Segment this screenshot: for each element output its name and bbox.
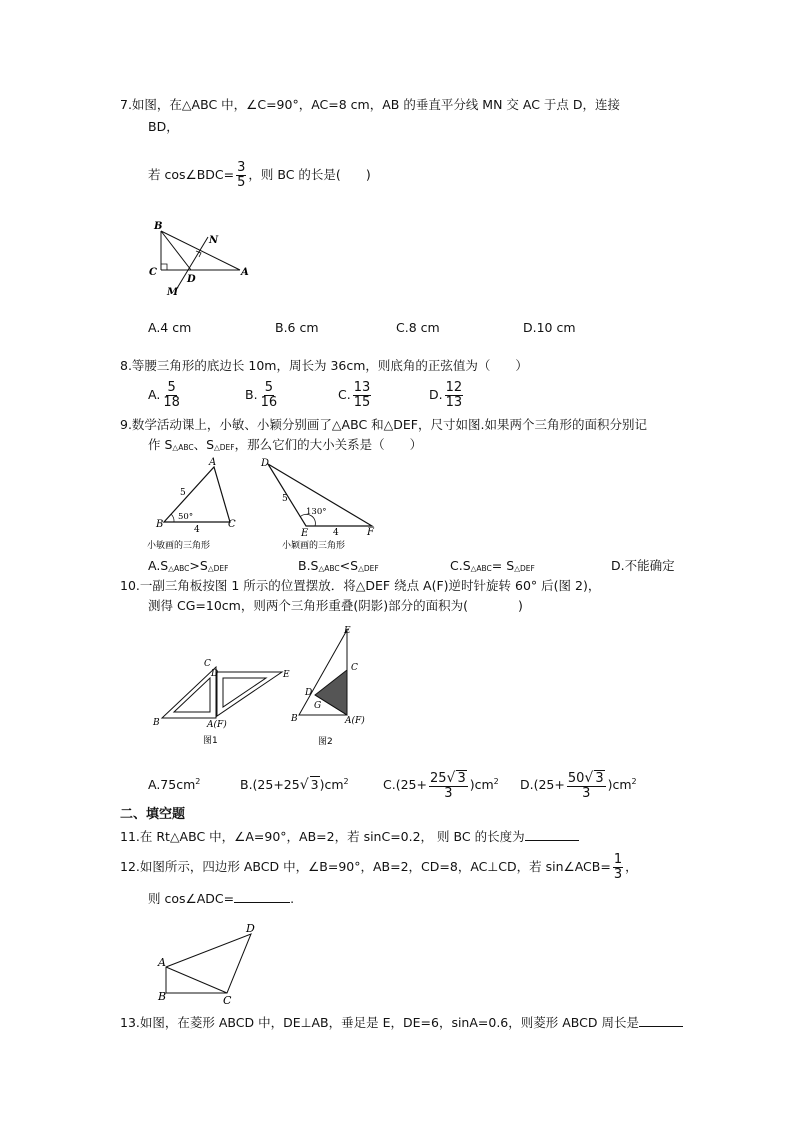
q9-option-b[interactable] <box>298 558 379 577</box>
q9-l2-sub2: △DEF <box>214 443 235 452</box>
q7-figure <box>140 215 260 300</box>
q10-c-rad: 3 <box>457 770 466 786</box>
q9-angle-b: 50° <box>178 512 194 522</box>
q10-figure-1 <box>150 655 300 750</box>
q9-label-d: D <box>261 458 270 469</box>
q9-a-s2: △DEF <box>207 564 229 573</box>
q10-c-num: 25 <box>429 770 447 786</box>
q10-d-pre: D.(25+ <box>520 777 565 792</box>
q12-den: 3 <box>613 867 623 882</box>
q9-label-f: F <box>367 527 374 538</box>
q9-b-s2: △DEF <box>358 564 379 573</box>
q10-f2-label-d: D <box>305 688 313 698</box>
q7-cond-post: ，则 BC 的长是( ) <box>248 167 371 182</box>
q10-f2-label-c: C <box>351 663 358 673</box>
q10-stem-line2: 测得 CG=10cm，则两个三角形重叠(阴影)部分的面积为( ) <box>148 598 523 613</box>
q12-label-b: B <box>158 990 167 1003</box>
q7-stem-line1: 7.如图，在△ABC 中，∠C=90°，AC=8 cm，AB 的垂直平分线 MN 交 AC 于点 D，连接 <box>120 97 621 112</box>
q9-label-b: B <box>156 519 164 530</box>
q12-line2-pre: 则 cos∠ADC= <box>148 891 235 906</box>
q11-answer-blank[interactable] <box>525 828 579 841</box>
q9-base-bc: 4 <box>194 525 200 535</box>
q9-stem-line1: 9.数学活动课上，小敏、小颖分别画了△ABC 和△DEF，尺寸如图.如果两个三角形的面积分别记 <box>120 417 647 432</box>
q10-d-radical-icon: √ <box>584 769 594 786</box>
q10-d-post: )cm <box>607 777 632 792</box>
q7-frac-num: 3 <box>237 160 246 175</box>
q12-num: 1 <box>613 852 623 867</box>
q8-option-c[interactable] <box>338 377 373 413</box>
q9-label-a: A <box>209 457 217 468</box>
q12-answer-blank[interactable] <box>234 890 290 903</box>
q12-label-d: D <box>246 922 255 935</box>
q10-c-pre: C.(25+ <box>383 777 427 792</box>
q10-a-text: A.75cm <box>148 777 196 792</box>
q10-f1-label-af: A(F) <box>207 720 227 730</box>
q8-option-c-label: C. <box>338 387 351 402</box>
q10-stem-line1: 10.一副三角板按图 1 所示的位置摆放．将△DEF 绕点 A(F)逆时针旋转 60° 后(图 2)， <box>120 578 601 593</box>
q12-post: ， <box>625 859 638 874</box>
q7-label-c: C <box>149 267 157 278</box>
q9-side-ab: 5 <box>180 488 186 498</box>
q10-c-den: 3 <box>444 785 453 801</box>
q9-l2-b: 、S <box>193 437 215 452</box>
q10-b-rad: 3 <box>310 777 319 792</box>
q9-side-de: 5 <box>282 494 288 504</box>
q10-d-num: 50 <box>567 770 585 786</box>
q8-c-num: 13 <box>353 380 371 395</box>
q8-b-den: 16 <box>260 395 278 410</box>
q10-c-radical-icon: √ <box>446 769 456 786</box>
q9-l2-a: 作 S <box>148 437 173 452</box>
q9-caption-abc: 小敏画的三角形 <box>147 541 211 551</box>
q10-f1-label-b: B <box>153 718 160 728</box>
q7-option-a[interactable]: A.4 cm <box>148 320 192 335</box>
q9-l2-sub1: △ABC <box>172 443 194 452</box>
q8-b-num: 5 <box>264 380 273 395</box>
q10-c-sup: 2 <box>493 777 499 786</box>
q9-stem-line2 <box>148 437 422 456</box>
q12-pre: 12.如图所示，四边形 ABCD 中，∠B=90°，AB=2，CD=8，AC⊥CD，若 sin∠ACB= <box>120 859 611 874</box>
q9-option-a[interactable] <box>148 558 228 577</box>
q12-figure <box>150 918 270 1008</box>
q7-frac-den: 5 <box>237 175 246 190</box>
q9-a-s1: △ABC <box>168 564 190 573</box>
q9-option-c[interactable] <box>450 558 535 577</box>
q13-stem <box>120 1014 683 1031</box>
q10-figure-2 <box>285 622 385 752</box>
q9-figure-def <box>256 455 386 555</box>
q9-label-c: C <box>228 519 236 530</box>
q10-option-d[interactable] <box>520 764 637 803</box>
q10-b-pre: B.(25+25 <box>240 777 300 792</box>
q8-option-a[interactable] <box>148 377 183 413</box>
q12-stem <box>120 850 638 884</box>
q8-option-d-label: D. <box>429 387 443 402</box>
q9-c-s2: △DEF <box>514 564 535 573</box>
q9-c-s1: △ABC <box>470 564 492 573</box>
q10-b-radical-icon: √ <box>299 777 309 793</box>
q9-angle-e: 130° <box>306 507 327 517</box>
q10-a-sup: 2 <box>195 777 201 786</box>
q9-b-mid: <S <box>339 558 359 573</box>
q9-a-pre: A.S <box>148 558 169 573</box>
q7-option-d[interactable]: D.10 cm <box>523 320 576 335</box>
q8-d-num: 12 <box>445 380 463 395</box>
q11-stem <box>120 828 579 845</box>
q9-figure-abc <box>147 455 260 555</box>
q7-cond-pre: 若 cos∠BDC= <box>148 167 235 182</box>
q11-stem-text: 11.在 Rt△ABC 中，∠A=90°，AB=2，若 sinC=0.2， 则 BC 的长度为 <box>120 829 525 844</box>
q12-label-c: C <box>223 994 232 1007</box>
q7-label-a: A <box>241 267 249 278</box>
q10-c-post: )cm <box>469 777 494 792</box>
q9-b-pre: B.S <box>298 558 319 573</box>
q10-d-rad: 3 <box>595 770 604 786</box>
q8-option-a-label: A. <box>148 387 161 402</box>
q9-l2-c: ，那么它们的大小关系是（ ） <box>234 437 423 452</box>
q10-f2-label-e: E <box>344 626 351 636</box>
q9-label-e: E <box>301 528 309 539</box>
q9-option-d[interactable]: D.不能确定 <box>611 558 675 573</box>
q10-option-c[interactable] <box>383 764 499 803</box>
q8-option-b[interactable] <box>245 377 280 413</box>
q7-option-b[interactable]: B.6 cm <box>275 320 319 335</box>
q12-label-a: A <box>158 956 166 969</box>
q7-label-n: N <box>209 235 219 246</box>
q12-line2-post: . <box>290 891 295 906</box>
q8-stem: 8.等腰三角形的底边长 10m，周长为 36cm，则底角的正弦值为（ ） <box>120 358 528 373</box>
q10-f1-caption: 图1 <box>203 736 218 746</box>
q10-f1-label-e: E <box>283 670 290 680</box>
q7-condition <box>148 160 371 190</box>
section-title-fill-in: 二、填空题 <box>120 807 186 822</box>
q10-f2-label-g: G <box>314 701 322 711</box>
q10-f2-label-af: A(F) <box>345 716 365 726</box>
q9-caption-def: 小颖画的三角形 <box>282 541 346 551</box>
q8-c-den: 15 <box>353 395 371 410</box>
q10-f1-label-d: D <box>211 669 219 679</box>
q9-c-mid: = S <box>491 558 515 573</box>
q10-d-den: 3 <box>582 785 591 801</box>
q8-option-d[interactable] <box>429 377 465 413</box>
q10-d-sup: 2 <box>631 777 637 786</box>
q9-a-mid: >S <box>189 558 208 573</box>
q12-line2 <box>148 890 294 907</box>
q7-label-b: B <box>154 221 163 232</box>
q10-option-a[interactable] <box>148 774 200 793</box>
q10-b-sup: 2 <box>343 777 349 786</box>
q13-answer-blank[interactable] <box>639 1014 683 1027</box>
q7-stem-line2: BD， <box>148 119 179 134</box>
q10-f2-label-b: B <box>291 714 298 724</box>
q8-d-den: 13 <box>445 395 463 410</box>
q9-base-ef: 4 <box>333 528 339 538</box>
q7-option-c[interactable]: C.8 cm <box>396 320 440 335</box>
q10-f1-label-c: C <box>204 659 211 669</box>
q7-fraction <box>236 161 246 190</box>
q8-option-b-label: B. <box>245 387 258 402</box>
q8-a-den: 18 <box>163 395 180 410</box>
q7-label-m: M <box>167 287 179 298</box>
q10-option-b[interactable] <box>240 774 349 793</box>
q9-b-s1: △ABC <box>318 564 340 573</box>
q10-b-post: )cm <box>319 777 344 792</box>
q9-c-pre: C.S <box>450 558 471 573</box>
q8-a-num: 5 <box>167 380 176 395</box>
q7-label-d: D <box>187 274 196 285</box>
q10-f2-caption: 图2 <box>318 737 333 747</box>
q13-stem-text: 13.如图，在菱形 ABCD 中，DE⊥AB，垂足是 E，DE=6，sinA=0.6，则菱形 ABCD 周长是 <box>120 1015 639 1030</box>
